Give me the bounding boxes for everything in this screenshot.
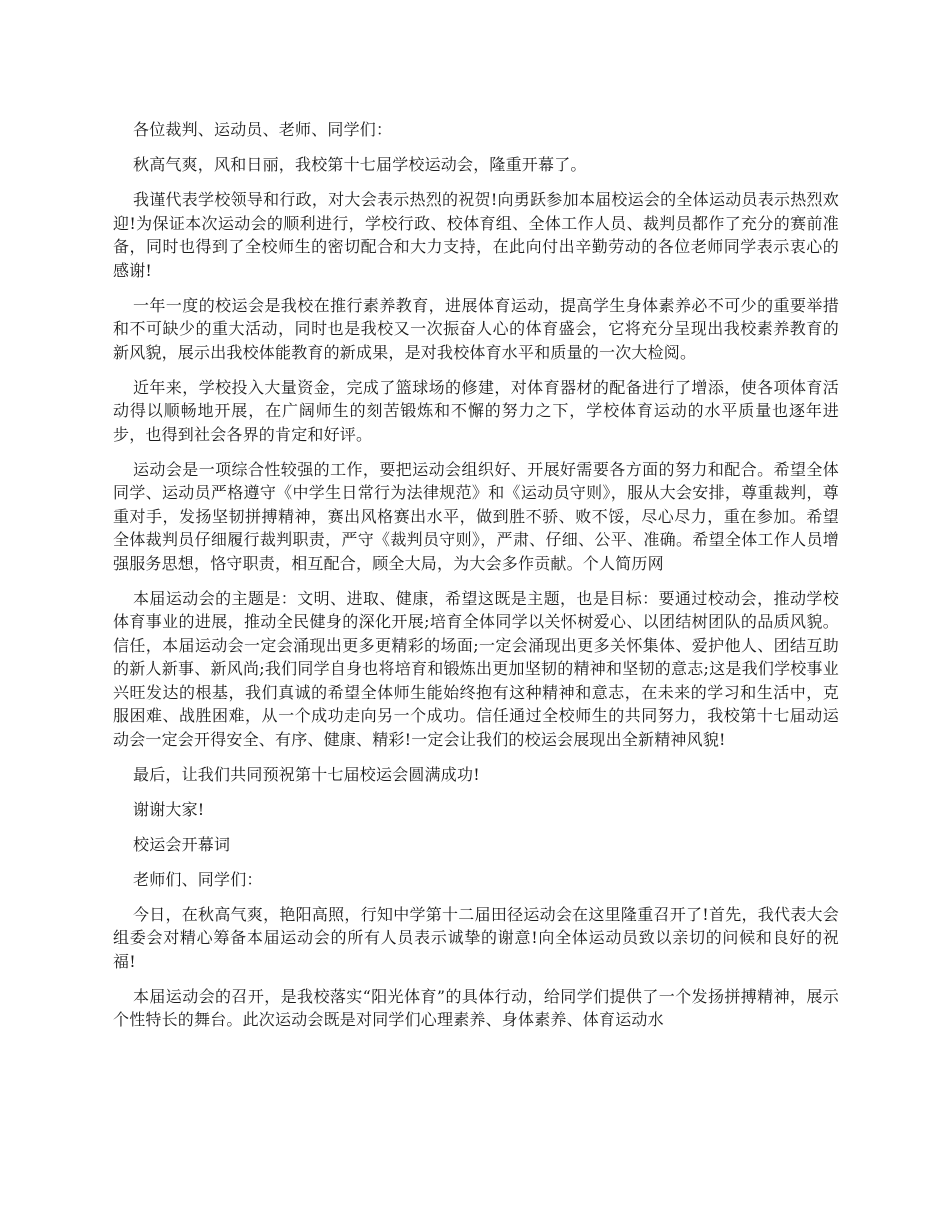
section-heading: 校运会开幕词 xyxy=(133,834,231,854)
paragraph-significance: 一年一度的校运会是我校在推行素养教育，进展体育运动，提高学生身体素养必不可少的重要举措和不可缺少的重大活动，同时也是我校又一次振奋人心的体育盛会，它将充分呈现出我校素养教育的新风貌，展示出我校体能教育的新成果，是对我校体育水平和质量的一次大检阅。 xyxy=(113,295,839,362)
paragraph-theme: 本届运动会的主题是：文明、进取、健康，希望这既是主题，也是目标：要通过校动会，推动学校体育事业的进展，推动全民健身的深化开展;培育全体同学以关怀树爱心、以团结树团队的品质风貌。信任，本届运动会一定会涌现出更多更精彩的场面;一定会涌现出更多关怀集体、爱护他人、团结互助的新人新事、新风尚;我们同学自身也将培育和锻炼出更加坚韧的精神和坚韧的意志;这是我们学校事业兴旺发达的根基，我们真诚的希望全体师生能始终抱有这种精神和意志，在未来的学习和生活中，克服困难、战胜困难，从一个成功走向另一个成功。信任通过全校师生的共同努力，我校第十七届动运动会一定会开得安全、有序、健康、精彩!一定会让我们的校运会展现出全新精神风貌! xyxy=(113,588,839,749)
paragraph-sunshine-sports: 本届运动会的召开，是我校落实“阳光体育”的具体行动，给同学们提供了一个发扬拼搏精神，展示个性特长的舞台。此次运动会既是对同学们心理素养、身体素养、体育运动水 xyxy=(113,986,839,1029)
document-body xyxy=(113,118,839,1043)
salutation: 各位裁判、运动员、老师、同学们： xyxy=(133,120,393,139)
paragraph-opening: 秋高气爽，风和日丽，我校第十七届学校运动会，隆重开幕了。 xyxy=(133,155,587,174)
paragraph-closing-wish: 最后，让我们共同预祝第十七届校运会圆满成功! xyxy=(133,764,480,784)
paragraph-congratulations: 我谨代表学校领导和行政，对大会表示热烈的祝贺!向勇跃参加本届校运会的全体运动员表示热烈欢迎!为保证本次运动会的顺利进行，学校行政、校体育组、全体工作人员、裁判员都作了充分的赛前准备，同时也得到了全校师生的密切配合和大力支持，在此向付出辛勤劳动的各位老师同学表示衷心的感谢! xyxy=(113,190,839,280)
salutation-second: 老师们、同学们： xyxy=(133,869,263,889)
paragraph-expectations: 运动会是一项综合性较强的工作，要把运动会组织好、开展好需要各方面的努力和配合。希望全体同学、运动员严格遵守《中学生日常行为法律规范》和《运动员守则》，服从大会安排，尊重裁判，尊重对手，发扬坚韧拼搏精神，赛出风格赛出水平，做到胜不骄、败不馁，尽心尽力，重在参加。希望全体裁判员仔细履行裁判职责，严守《裁判员守则》，严肃、仔细、公平、准确。希望全体工作人员增强服务思想，恪守职责，相互配合，顾全大局，为大会多作贡献。个人简历网 xyxy=(113,459,839,573)
paragraph-thanks: 谢谢大家! xyxy=(133,799,205,819)
paragraph-recent-years: 近年来，学校投入大量资金，完成了篮球场的修建，对体育器材的配备进行了增添，使各项体育活动得以顺畅地开展，在广阔师生的刻苦锻炼和不懈的努力之下，学校体育运动的水平质量也逐年进步，也得到社会各界的肯定和好评。 xyxy=(113,377,839,444)
paragraph-second-opening: 今日，在秋高气爽，艳阳高照，行知中学第十二届田径运动会在这里隆重召开了!首先，我代表大会组委会对精心筹备本届运动会的所有人员表示诚挚的谢意!向全体运动员致以亲切的问候和良好的祝福! xyxy=(113,904,839,971)
